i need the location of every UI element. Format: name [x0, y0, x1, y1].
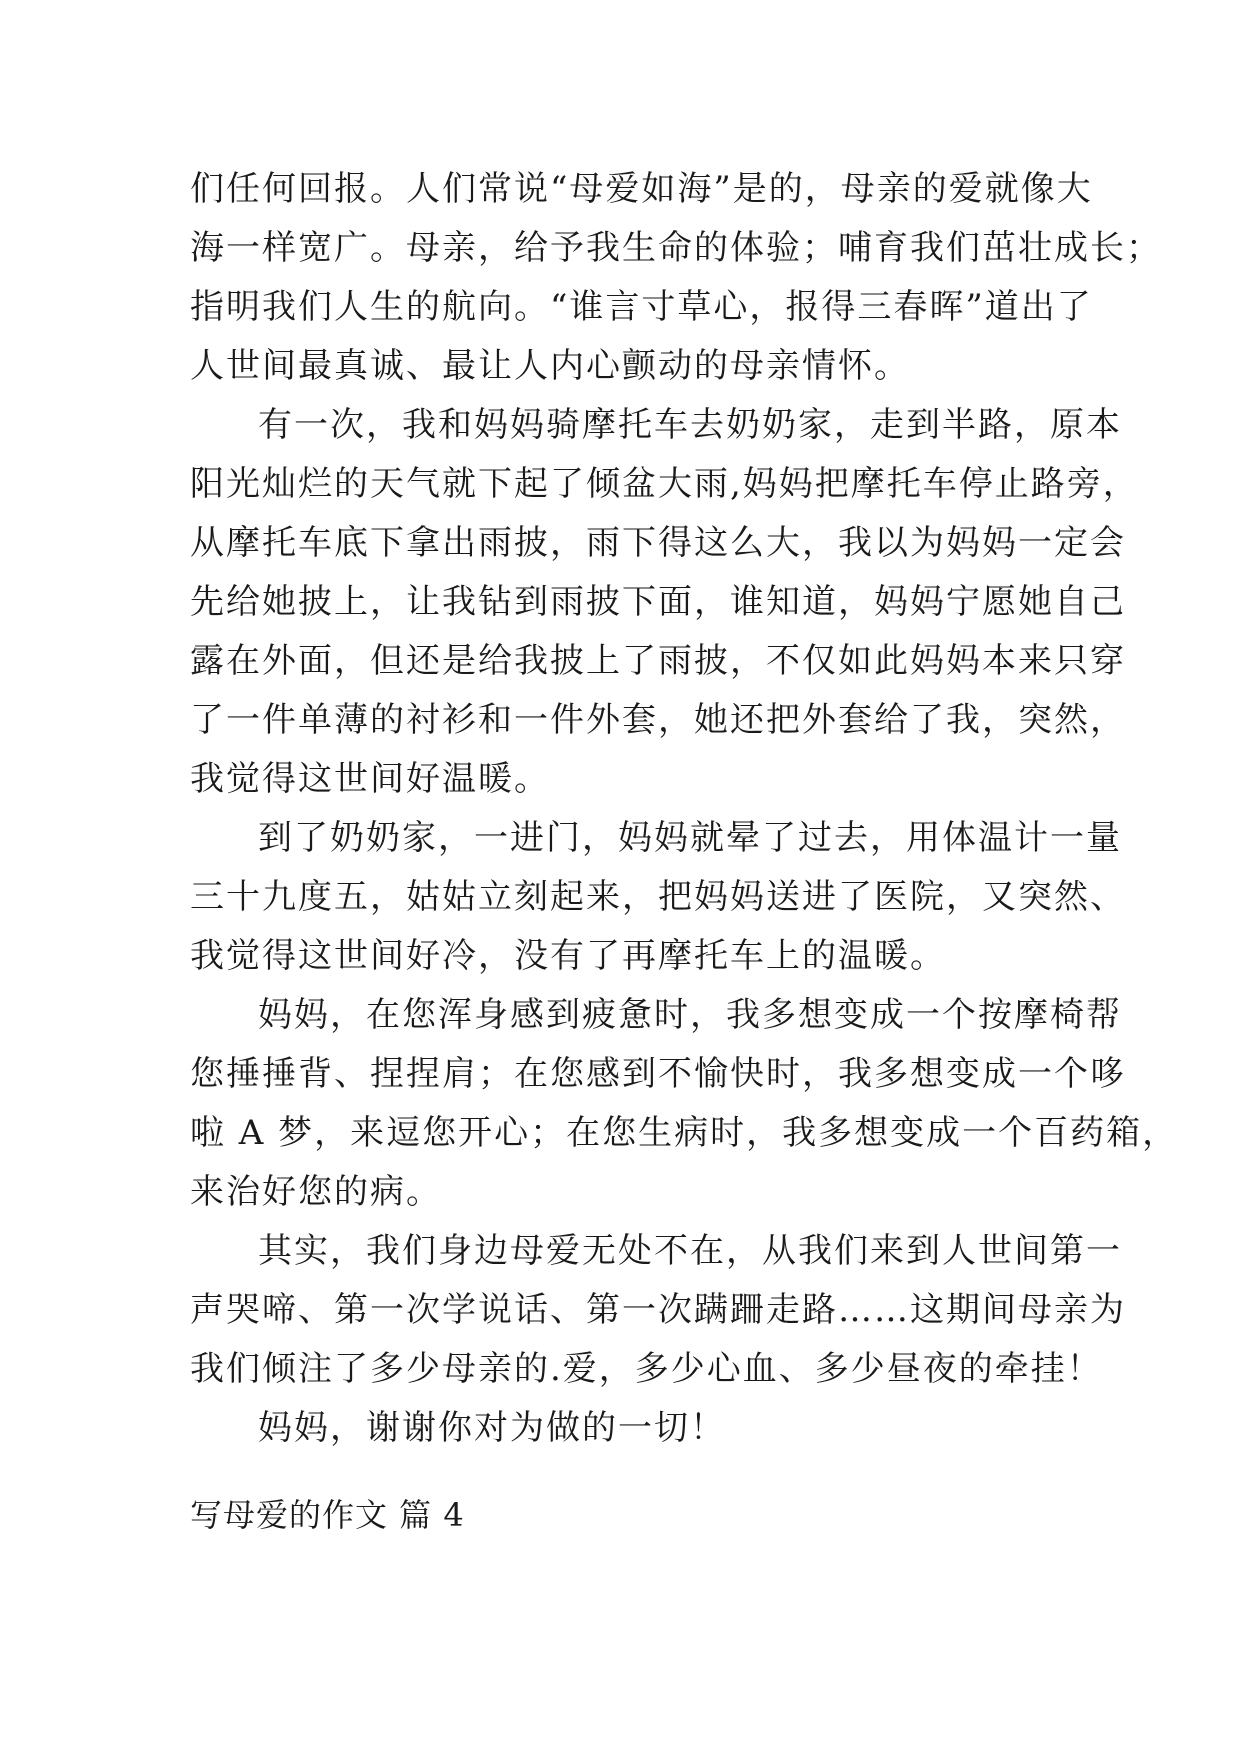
text-line: 我觉得这世间好温暖。	[190, 759, 550, 799]
text-line: 我觉得这世间好冷，没有了再摩托车上的温暖。	[190, 936, 946, 976]
text-line: 海一样宽广。母亲，给予我生命的体验；哺育我们茁壮成长；	[190, 228, 1162, 268]
text-line: 人世间最真诚、最让人内心颤动的母亲情怀。	[190, 346, 910, 386]
section-heading: 写母爱的作文 篇 4	[190, 1496, 465, 1534]
text-line: 到了奶奶家，一进门，妈妈就晕了过去，用体温计一量	[258, 818, 1122, 858]
text-line: 阳光灿烂的天气就下起了倾盆大雨,妈妈把摩托车停止路旁，	[190, 464, 1139, 504]
text-line: 妈妈，在您浑身感到疲惫时，我多想变成一个按摩椅帮	[258, 995, 1122, 1035]
text-line: 有一次，我和妈妈骑摩托车去奶奶家，走到半路，原本	[258, 405, 1122, 445]
text-line: 妈妈，谢谢你对为做的一切！	[258, 1408, 726, 1448]
text-line: 们任何回报。人们常说“母爱如海”是的，母亲的爱就像大	[190, 169, 1093, 209]
text-line: 其实，我们身边母爱无处不在，从我们来到人世间第一	[258, 1231, 1122, 1271]
text-line: 指明我们人生的航向。“谁言寸草心，报得三春晖”道出了	[190, 287, 1093, 327]
text-line: 啦 A 梦，来逗您开心；在您生病时，我多想变成一个百药箱，	[190, 1113, 1179, 1153]
text-line: 来治好您的病。	[190, 1172, 442, 1212]
text-line: 从摩托车底下拿出雨披，雨下得这么大，我以为妈妈一定会	[190, 523, 1126, 563]
text-line: 您捶捶背、捏捏肩；在您感到不愉快时，我多想变成一个哆	[190, 1054, 1126, 1094]
text-line: 我们倾注了多少母亲的.爱，多少心血、多少昼夜的牵挂！	[190, 1349, 1103, 1389]
text-line: 露在外面，但还是给我披上了雨披，不仅如此妈妈本来只穿	[190, 641, 1126, 681]
text-line: 先给她披上，让我钻到雨披下面，谁知道，妈妈宁愿她自己	[190, 582, 1126, 622]
text-line: 三十九度五，姑姑立刻起来，把妈妈送进了医院，又突然、	[190, 877, 1126, 917]
text-line: 了一件单薄的衬衫和一件外套，她还把外套给了我，突然，	[190, 700, 1126, 740]
essay-body	[190, 160, 1179, 1458]
text-line: 声哭啼、第一次学说话、第一次蹒跚走路……这期间母亲为	[190, 1290, 1126, 1330]
